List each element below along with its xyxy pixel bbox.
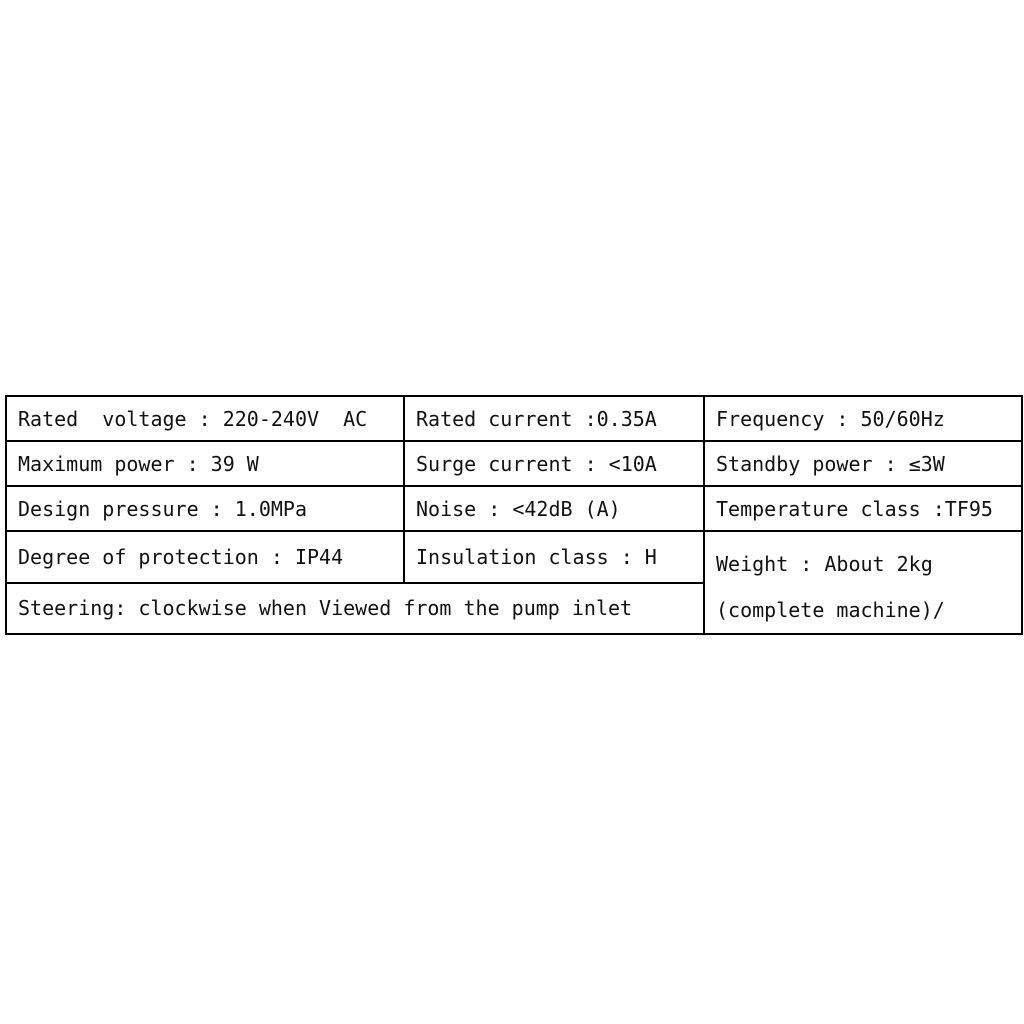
noise-cell: Noise : <42dB (A) [404, 486, 704, 531]
rated-current-cell: Rated current :0.35A [404, 396, 704, 441]
maximum-power-cell: Maximum power : 39 W [6, 441, 404, 486]
table-row [6, 486, 1022, 531]
table-row [6, 396, 1022, 441]
steering-cell: Steering: clockwise when Viewed from the pump inlet [6, 583, 704, 635]
frequency-cell: Frequency : 50/60Hz [704, 396, 1022, 441]
temperature-class-cell: Temperature class :TF95 [704, 486, 1022, 531]
insulation-class-cell: Insulation class : H [404, 531, 704, 583]
rated-voltage-cell: Rated voltage : 220-240V AC [6, 396, 404, 441]
degree-of-protection-cell: Degree of protection : IP44 [6, 531, 404, 583]
specification-table [5, 395, 1023, 635]
table-row [6, 441, 1022, 486]
surge-current-cell: Surge current : <10A [404, 441, 704, 486]
standby-power-cell: Standby power : ≤3W [704, 441, 1022, 486]
table-row [6, 531, 1022, 583]
design-pressure-cell: Design pressure : 1.0MPa [6, 486, 404, 531]
weight-cell: Weight : About 2kg (complete machine)/ [704, 531, 1022, 634]
